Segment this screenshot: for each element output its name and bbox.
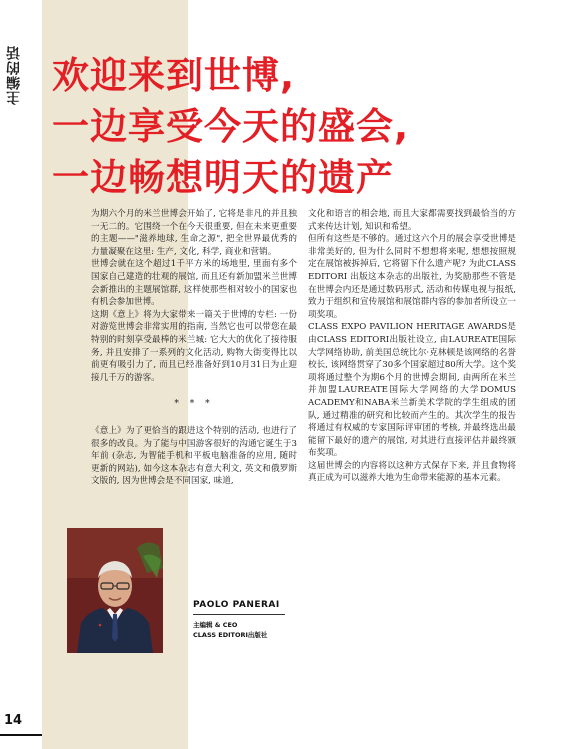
paragraph: 为期六个月的米兰世博会开始了, 它将是非凡的并且独一无二的。它围绕一个在今天很重要, 但在未来更重要的主题——"滋养地球, 生命之源", 把全世界最优秀的力量凝聚在这里: 生产, 文化, 科学, 商业和营销。 xyxy=(91,209,297,257)
title-line-1: 欢迎来到世博, xyxy=(52,54,296,97)
paragraph: 这届世博会的内容将以这种方式保存下来, 并且食物将真正成为可以滋养大地为生命带来能源的基本元素。 xyxy=(308,460,516,484)
paragraph: 这期《意上》将为大家带来一篇关于世博的专栏: 一份对游览世博会非常实用的指南, 当然它也可以带您在最特别的时刻享受最棒的米兰城: 它大大的优化了接待服务, 并且安排了一系列的文化活动, 购物大街变得比以前更有吸引力了, 而且已经准备好到10月31日为止迎接几千万的游客。 xyxy=(91,309,297,383)
paragraph: 但所有这些是不够的。通过这六个月的展会享受世博是非常美好的, 但为什么同时不想想将来呢, 想想按照规定在展馆被拆掉后, 它将留下什么遗产呢? 为此CLASS EDITORI 出版这本杂志的出版社, 为奖励那些不管是在世博会内还是通过数码形式, 活动和传媒电视与报纸, 致力于组织和宣传展馆和展馆群内容的参加者所设立一项奖项。 xyxy=(308,234,516,320)
author-signature-block xyxy=(193,600,285,640)
author-role xyxy=(193,621,285,640)
page-title xyxy=(52,50,577,203)
section-separator: * * * xyxy=(174,399,214,410)
title-line-2: 一边享受今天的盛会, xyxy=(52,105,410,148)
paragraph: 文化和语言的相会地, 而且大家都需要找到最恰当的方式来传达计划, 知识和希望。 xyxy=(308,209,516,232)
author-photo xyxy=(67,528,163,653)
page-number-rule xyxy=(0,734,42,736)
paragraph: CLASS EXPO PAVILION HERITAGE AWARDS是由CLASS EDITORI出版社设立, 由LAUREATE国际大学网络协助, 前美国总统比尔·克林顿是该网络的名誉校长, 该网络贯穿了30多个国家超过80所大学。这个奖项将通过整个为期6个月的世博会期间, 由两所在米兰并加盟LAUREATE国际大学网络的大学DOMUS ACADEMY和NABA米兰新美术学院的学生组成的团队, 通过精准的研究和比较而产生的。其次学生的报告将通过有权威的专家国际评审团的考核, 并最终选出最能留下最好的遗产的展馆, 对其进行直接评估并最终颁布奖项。 xyxy=(308,322,516,459)
title-line-3: 一边畅想明天的遗产 xyxy=(52,156,394,199)
page-number: 14 xyxy=(4,713,23,728)
author-role-line: CLASS EDITORI出版社 xyxy=(193,630,268,639)
author-role-line: 主编辑 & CEO xyxy=(193,621,238,629)
section-label: 主编的话 xyxy=(6,45,22,105)
author-name: PAOLO PANERAI xyxy=(193,600,285,615)
left-text-column xyxy=(91,208,297,488)
paragraph: 世博会就在这个超过1千平方米的场地里, 里面有多个国家自己建造的壮观的展馆, 而且还有新加盟米兰世博会新推出的主题展馆群, 这样使那些相对较小的国家也有机会参加世博。 xyxy=(91,259,297,308)
author-portrait-illustration xyxy=(67,528,163,653)
paragraph: 《意上》为了更恰当的跟进这个特别的活动, 也进行了很多的改良。为了能与中国游客很好的沟通它诞生于3年前 (杂志, 为智能手机和平板电脑准备的应用, 随时更新的网站), 如今这本杂志有意大利文, 英文和俄罗斯文版的, 因为世博会是不同国家, 味道, xyxy=(91,425,297,487)
right-text-column xyxy=(308,208,516,485)
